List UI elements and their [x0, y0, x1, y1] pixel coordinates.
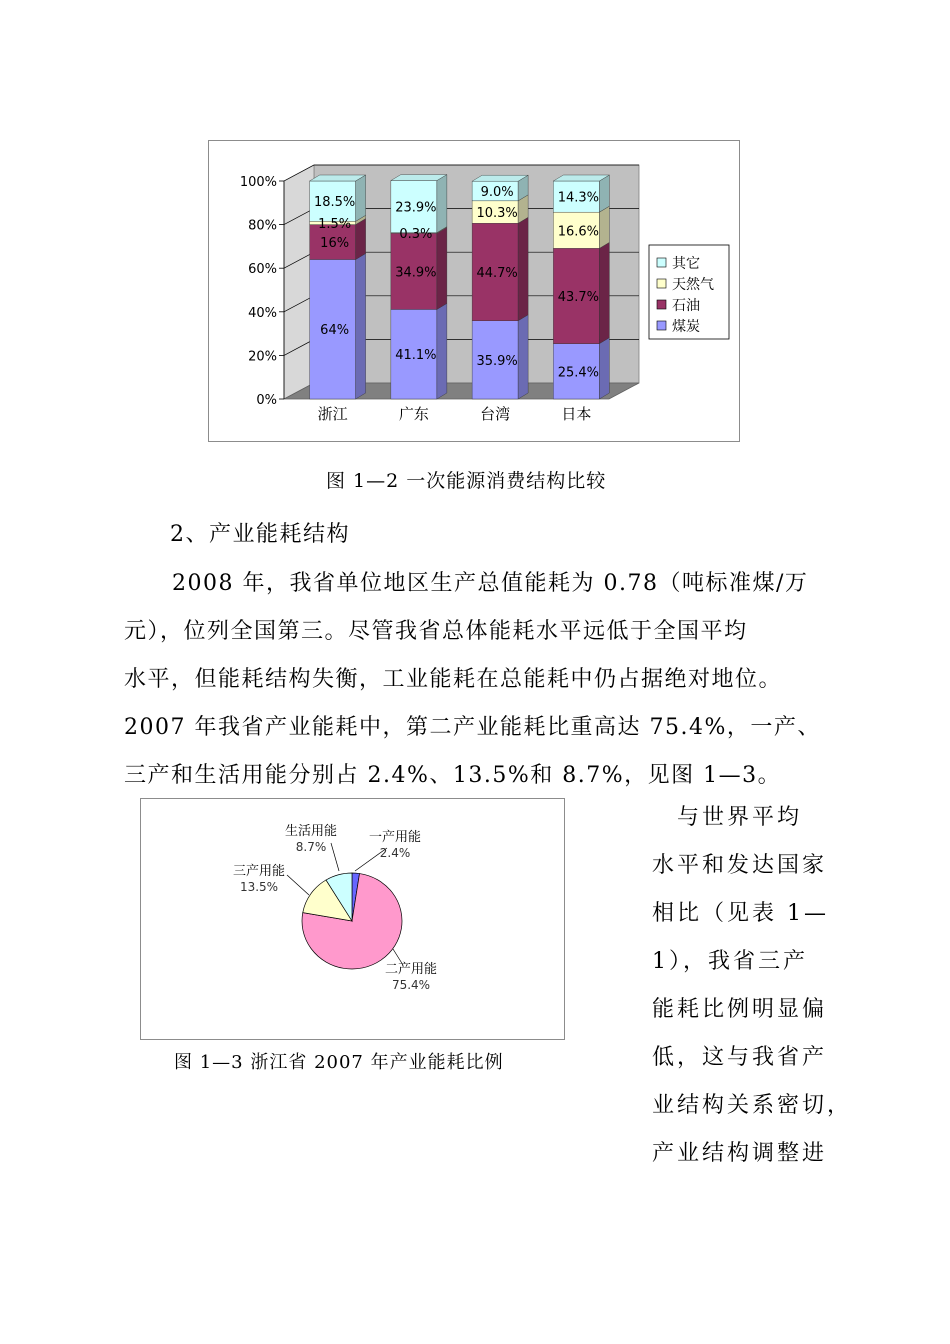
bar-top — [310, 175, 366, 181]
data-label: 14.3% — [557, 190, 600, 206]
side-text-line: 水平和发达国家 — [652, 853, 828, 878]
bar-segment-side — [356, 253, 366, 399]
data-label: 0.3% — [399, 226, 433, 242]
pie-slice-value: 13.5% — [239, 880, 279, 894]
data-label: 9.0% — [480, 185, 514, 201]
y-tick-label: 20% — [248, 349, 277, 365]
pie-slice-value: 75.4% — [391, 978, 431, 992]
data-label: 1.5% — [318, 216, 352, 232]
paragraph-line: 三产和生活用能分别占 2.4%、13.5%和 8.7%，见图 1—3。 — [124, 763, 782, 788]
side-text-line: 相比（见表 1— — [652, 901, 829, 926]
side-text-line: 业结构关系密切， — [652, 1093, 853, 1118]
bar-segment-side — [518, 315, 528, 399]
bar-segment-side — [599, 242, 609, 343]
x-category-label: 台湾 — [480, 405, 511, 423]
y-tick-label: 100% — [239, 175, 277, 190]
bar-segment-side — [356, 175, 366, 221]
industry-energy-pie-chart — [140, 798, 565, 1040]
energy-structure-chart — [208, 140, 740, 442]
legend-swatch — [657, 279, 666, 288]
y-tick-label: 40% — [248, 305, 277, 321]
side-text-line: 产业结构调整进 — [652, 1141, 828, 1166]
leader-line — [287, 875, 309, 895]
bar-segment-side — [599, 206, 609, 248]
pie-slice-value: 8.7% — [295, 840, 327, 854]
bar-segment-side — [356, 219, 366, 260]
data-label: 25.4% — [557, 365, 600, 381]
stacked-bar-chart — [209, 141, 739, 441]
bar-top — [553, 175, 609, 181]
data-label: 35.9% — [476, 353, 518, 369]
bar-top — [391, 175, 447, 181]
bar-segment-side — [437, 227, 447, 309]
bar-segment-side — [599, 338, 609, 399]
paragraph-line: 元），位列全国第三。尽管我省总体能耗水平远低于全国平均 — [124, 619, 748, 644]
pie-slice-value: 2.4% — [379, 846, 411, 860]
data-label: 23.9% — [395, 200, 437, 216]
data-label: 10.3% — [476, 206, 518, 222]
section-heading: 2、产业能耗结构 — [170, 522, 350, 547]
y-tick-label: 0% — [256, 393, 277, 408]
bar-segment-side — [599, 175, 609, 212]
legend-label: 其它 — [672, 256, 700, 272]
legend-swatch — [657, 300, 666, 309]
legend-swatch — [657, 258, 666, 267]
pie-slice-name: 三产用能 — [232, 864, 286, 879]
data-label: 34.9% — [395, 265, 437, 281]
pie-slice-name: 二产用能 — [384, 962, 438, 977]
x-category-label: 日本 — [561, 405, 592, 423]
legend-label: 石油 — [672, 298, 700, 314]
data-label: 16% — [320, 236, 350, 252]
paragraph-line: 2008 年，我省单位地区生产总值能耗为 0.78（吨标准煤/万 — [172, 571, 809, 596]
data-label: 64% — [320, 323, 350, 339]
pie-chart — [141, 799, 564, 1039]
data-label: 16.6% — [557, 224, 600, 240]
x-category-label: 浙江 — [317, 405, 348, 423]
side-text-line: 能耗比例明显偏 — [652, 997, 828, 1022]
bar-segment-side — [437, 175, 447, 233]
figure-1-3-caption: 图 1—3 浙江省 2007 年产业能耗比例 — [174, 1052, 504, 1073]
x-category-label: 广东 — [398, 405, 429, 423]
data-label: 18.5% — [313, 195, 356, 211]
data-label: 44.7% — [476, 266, 518, 282]
bar-segment-side — [437, 303, 447, 399]
side-text-line: 低，这与我省产 — [652, 1045, 828, 1070]
legend-label: 煤炭 — [672, 319, 700, 335]
y-tick-label: 80% — [248, 218, 277, 234]
figure-1-2-caption: 图 1—2 一次能源消费结构比较 — [326, 470, 607, 492]
pie-slice-name: 一产用能 — [368, 830, 422, 845]
bar-top — [472, 175, 528, 181]
legend-swatch — [657, 321, 666, 330]
bar-segment-side — [518, 217, 528, 320]
pie-slice-name: 生活用能 — [284, 824, 338, 839]
y-tick-label: 60% — [248, 262, 277, 278]
side-text-line: 1），我省三产 — [652, 949, 808, 974]
paragraph-line: 2007 年我省产业能耗中，第二产业能耗比重高达 75.4%，一产、 — [124, 715, 821, 740]
leader-line — [331, 843, 339, 871]
legend-label: 天然气 — [672, 277, 714, 293]
data-label: 41.1% — [395, 348, 437, 364]
paragraph-line: 水平，但能耗结构失衡，工业能耗在总能耗中仍占据绝对地位。 — [124, 667, 783, 692]
side-text-line: 与世界平均 — [652, 805, 803, 830]
data-label: 43.7% — [557, 289, 600, 305]
